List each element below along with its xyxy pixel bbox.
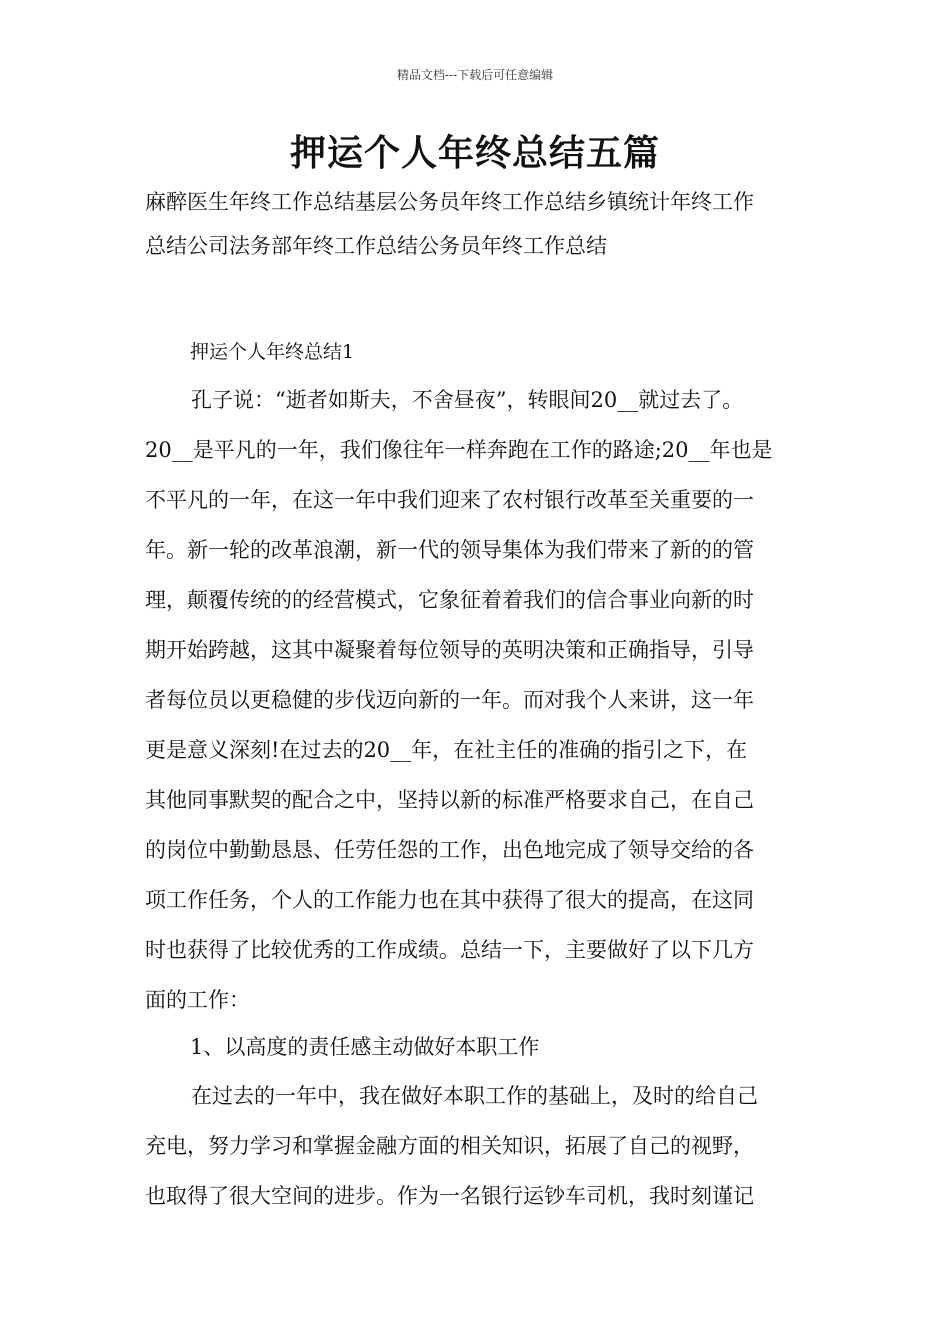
subheading: 1、以高度的责任感主动做好本职工作 — [190, 1035, 540, 1059]
paragraph-line: 年。新一轮的改革浪潮，新一代的领导集体为我们带来了新的的管 — [145, 538, 754, 562]
paragraph-1 — [145, 375, 815, 1025]
paragraph-line: 在过去的一年中，我在做好本职工作的基础上，及时的给自己 — [191, 1084, 758, 1108]
paragraph-line: 期开始跨越，这其中凝聚着每位领导的英明决策和正确指导，引导 — [145, 638, 754, 662]
paragraph-line: 理，颠覆传统的的经营模式，它象征着着我们的信合事业向新的时 — [145, 588, 754, 612]
paragraph-line: 其他同事默契的配合之中，坚持以新的标准严格要求自己，在自己 — [145, 788, 754, 812]
related-line: 麻醉医生年终工作总结基层公务员年终工作总结乡镇统计年终工作 — [145, 190, 754, 214]
related-titles — [145, 180, 815, 268]
section-heading: 押运个人年终总结1 — [190, 341, 355, 363]
paragraph-line: 项工作任务，个人的工作能力也在其中获得了很大的提高，在这同 — [145, 888, 754, 912]
paragraph-line: 不平凡的一年，在这一年中我们迎来了农村银行改革至关重要的一 — [145, 488, 754, 512]
paragraph-line: 的岗位中勤勤恳恳、任劳任怨的工作，出色地完成了领导交给的各 — [145, 838, 754, 862]
header-note: 精品文档---下载后可任意编辑 — [396, 68, 554, 82]
related-line: 总结公司法务部年终工作总结公务员年终工作总结 — [145, 234, 607, 258]
paragraph-line: 者每位员以更稳健的步伐迈向新的一年。而对我个人来讲，这一年 — [145, 688, 754, 712]
paragraph-line: 也取得了很大空间的进步。作为一名银行运钞车司机，我时刻谨记 — [145, 1184, 754, 1208]
paragraph-line: 面的工作： — [145, 988, 250, 1012]
paragraph-line: 20__是平凡的一年，我们像往年一样奔跑在工作的路途;20__年也是 — [145, 438, 773, 462]
paragraph-line: 充电，努力学习和掌握金融方面的相关知识，拓展了自己的视野， — [145, 1134, 754, 1158]
paragraph-2 — [145, 1071, 815, 1221]
document-title: 押运个人年终总结五篇 — [289, 132, 660, 174]
paragraph-line: 孔子说：“逝者如斯夫，不舍昼夜”，转眼间20__就过去了。 — [191, 388, 744, 412]
paragraph-line: 更是意义深刻!在过去的20__年，在社主任的准确的指引之下，在 — [145, 738, 748, 762]
paragraph-line: 时也获得了比较优秀的工作成绩。总结一下，主要做好了以下几方 — [145, 938, 754, 962]
